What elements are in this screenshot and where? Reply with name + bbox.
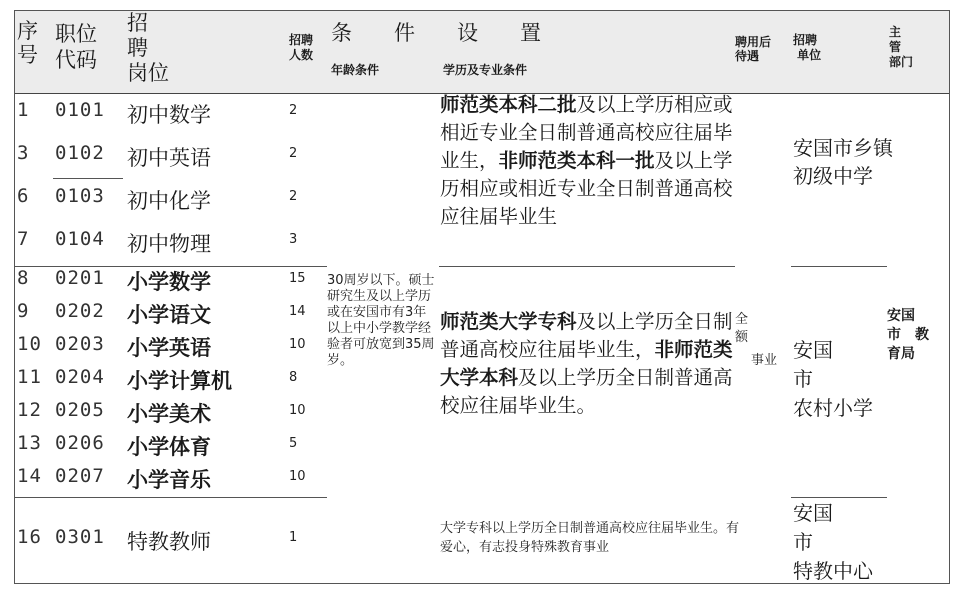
edu-text: 及以上学历相应或相近专业全日制普通高校应往届毕业生，: [440, 93, 733, 172]
row-seq: 12: [17, 399, 42, 421]
row-seq: 3: [17, 142, 30, 164]
row-post: 小学音乐: [127, 467, 211, 492]
row-seq: 13: [17, 432, 42, 454]
treatment-a: 全 额: [735, 312, 749, 345]
row-count: 10: [289, 469, 306, 484]
unit-primary-school: 安国 市 农村小学: [793, 338, 873, 420]
row-code: 0103: [55, 185, 105, 207]
row-post: 初中物理: [127, 232, 211, 256]
group-divider: [791, 497, 887, 498]
row-count: 2: [289, 189, 298, 204]
row-code: 0206: [55, 432, 105, 454]
row-post: 初中化学: [127, 189, 211, 213]
header-edu: 学历及专业条件: [443, 63, 528, 77]
edu-text: 及以上学历全日制普通高校应往届毕业生。: [440, 366, 733, 417]
unit-middle-school: 安国市乡镇初级中学: [793, 136, 893, 188]
row-post: 特教教师: [127, 530, 211, 554]
header-age: 年龄条件: [331, 63, 380, 77]
row-code: 0204: [55, 366, 105, 388]
row-seq: 11: [17, 366, 42, 388]
edu-bold: 师范类大学专科: [440, 310, 577, 333]
row-count: 5: [289, 436, 298, 451]
edu-text: 及以上学历相应或相近专业全日制普通高校应往届毕业生: [440, 149, 733, 228]
header-dept: 主 管 部门: [889, 25, 914, 69]
row-post: 小学数学: [127, 269, 211, 294]
header-post: 招 聘 岗位: [127, 11, 169, 85]
header-count: 招聘 人数: [289, 33, 314, 62]
group-divider: [15, 497, 327, 498]
edu-bold: 非师范类大学本科: [440, 338, 733, 389]
header-seq: 序 号: [17, 19, 38, 67]
row-code: 0101: [55, 99, 105, 121]
row-count: 8: [289, 370, 298, 385]
row-seq: 7: [17, 228, 30, 250]
row-code: 0301: [55, 526, 105, 548]
row-count: 3: [289, 232, 298, 247]
row-divider: [53, 178, 123, 179]
row-code: 0201: [55, 267, 105, 289]
row-seq: 1: [17, 99, 30, 121]
row-code: 0102: [55, 142, 105, 164]
edu-bold: 师范类本科二批: [440, 93, 577, 116]
row-count: 2: [289, 103, 298, 118]
row-count: 15: [289, 271, 306, 286]
treatment-b: 事业: [751, 353, 778, 368]
header-code: 职位 代码: [55, 22, 97, 72]
row-count: 10: [289, 403, 306, 418]
dept-label: 安国 市 教 育局: [887, 308, 929, 362]
row-seq: 8: [17, 267, 30, 289]
row-post: 小学英语: [127, 335, 211, 360]
edu-condition-middle-school: [440, 91, 740, 231]
recruitment-table: [14, 10, 950, 584]
row-code: 0205: [55, 399, 105, 421]
row-code: 0203: [55, 333, 105, 355]
row-seq: 6: [17, 185, 30, 207]
group-divider: [791, 266, 887, 267]
row-seq: 14: [17, 465, 42, 487]
header-unit: 招聘 单位: [793, 33, 822, 62]
row-seq: 16: [17, 526, 42, 548]
row-code: 0207: [55, 465, 105, 487]
row-post: 小学体育: [127, 434, 211, 459]
row-post: 小学计算机: [127, 368, 232, 393]
row-post: 初中英语: [127, 146, 211, 170]
edu-condition-primary-school: [440, 308, 740, 420]
row-seq: 9: [17, 300, 30, 322]
row-post: 小学语文: [127, 302, 211, 327]
row-post: 初中数学: [127, 103, 211, 127]
row-post: 小学美术: [127, 401, 211, 426]
row-count: 10: [289, 337, 306, 352]
row-code: 0104: [55, 228, 105, 250]
row-seq: 10: [17, 333, 42, 355]
row-code: 0202: [55, 300, 105, 322]
row-count: 2: [289, 146, 298, 161]
table-header: [15, 11, 949, 94]
row-count: 14: [289, 304, 306, 319]
group-divider: [439, 266, 735, 267]
edu-condition-special: 大学专科以上学历全日制普通高校应往届毕业生。有爱心，有志投身特殊教育事业: [440, 521, 740, 555]
header-treatment: 聘用后 待遇: [735, 35, 772, 63]
age-condition: 30周岁以下。硕士研究生及以上学历或在安国市有3年以上中小学教学经验者可放宽到35周岁。: [327, 273, 435, 368]
row-count: 1: [289, 530, 298, 545]
unit-special: 安国 市 特教中心: [793, 501, 873, 583]
header-conditions: 条 件 设 置: [331, 21, 541, 45]
edu-bold: 非师范类本科一批: [498, 149, 655, 172]
edu-text: 及以上学历全日制普通高校应往届毕业生，: [440, 310, 733, 361]
